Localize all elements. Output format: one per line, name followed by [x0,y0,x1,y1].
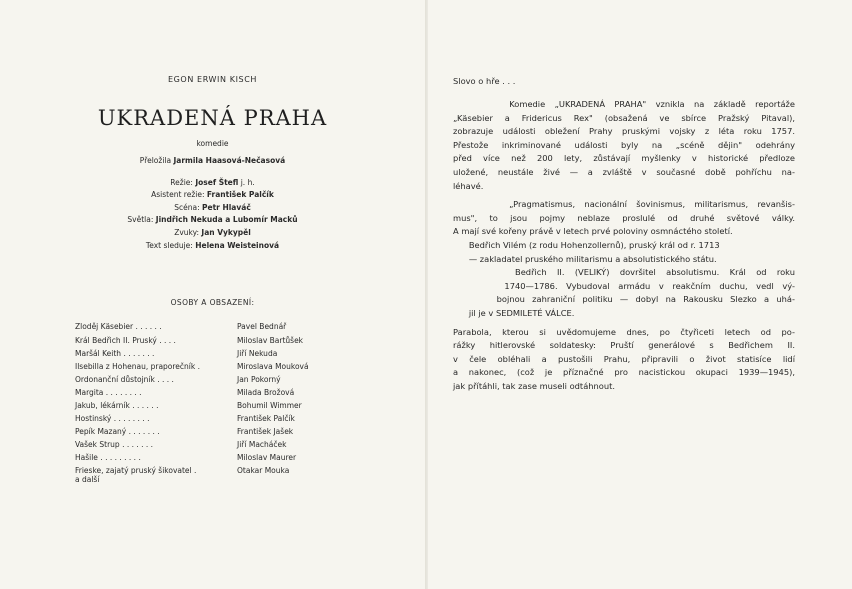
credit-name: Jan Vykypěl [201,228,251,237]
cast-actor: Otakar Mouka [237,466,290,475]
cast-row [75,336,304,345]
credit-label: Světla: [127,215,156,224]
cast-role: Ordonanční důstojník . . . . [75,375,174,384]
credit-label: Přeložila [139,156,174,165]
cast-role: Král Bedřich II. Pruský . . . . [75,336,176,345]
credit-label: Zvuky: [174,228,202,237]
cast-role: Margita . . . . . . . . [75,388,142,397]
cast-actor: Pavel Bednář [237,322,287,331]
cast-actor: Jiří Macháček [237,440,287,449]
cast-row [75,466,290,475]
cast-actor: Miloslav Bartůšek [237,336,304,345]
text-line: Parabola, kterou si uvědomujeme dnes, po čtyřiceti letech od po- [453,326,795,337]
credit-label: Scéna: [174,203,202,212]
play-genre: komedie [196,139,229,148]
credit-label: Text sleduje: [145,241,196,250]
cast-role: Hostinský . . . . . . . . [75,414,150,423]
credit-line [0,241,425,250]
cast-role: Jakub, lékárník . . . . . . [75,401,159,410]
cast-actor: Jiří Nekuda [237,349,278,358]
play-title: UKRADENÁ PRAHA [97,106,328,130]
cast-row [75,375,281,384]
cast-actor: Miroslava Mouková [237,362,309,371]
text-line: 1740—1786. Vybudoval armádu v reakčním duchu, vedl vý- [453,280,795,291]
text-line: mus", to jsou pojmy neblaze proslulé od druhé světové války. [453,212,795,223]
credit-name: Josef Štefl [195,178,239,187]
cast-row [75,322,287,331]
credit-line [0,178,425,187]
cast-role: Hašile . . . . . . . . . [75,453,141,462]
cast-actor: Bohumil Wimmer [237,401,302,410]
cast-row [75,349,278,358]
left-page [0,0,425,589]
text-line: Bedřich Vilém (z rodu Hohenzollernů), pruský král od r. 1713 [453,240,720,250]
credit-line [0,190,425,199]
cast-row [75,362,309,371]
cast-role: Pepík Mazaný . . . . . . . [75,427,160,436]
cast-role: a další [75,475,100,484]
text-line: v čele obléhali a pustošili Prahu, připravili o život statisíce lidí [453,353,795,364]
cast-row [75,453,297,462]
right-heading: Slovo o hře . . . [453,76,516,86]
cast-actor: Miloslav Maurer [237,453,297,462]
text-line: Komedie „UKRADENÁ PRAHA" vznikla na základě reportáže [453,99,795,109]
credit-line [0,203,425,212]
text-line: jil je v SEDMILETÉ VÁLCE. [453,308,575,318]
credit-suffix: j. h. [238,178,255,187]
credit-name: Petr Hlaváč [201,203,251,212]
credit-name: Helena Weisteinová [195,241,280,250]
text-line: a nakonec, (což je příznačné pro nacistickou okupaci 1939—1945), [453,367,795,378]
cast-actor: František Jašek [237,427,294,436]
text-line: jak přítáhli, tak zase museli odtáhnout. [453,381,616,391]
text-line: „Käsebier a Fridericus Rex" (obsažená ve sbírce Pražský Pitaval), [453,112,795,123]
credit-label: Režie: [170,178,196,187]
cast-actor: František Palčík [237,414,295,423]
credit-line [0,215,425,224]
text-line: — zakladatel pruského militarismu a absolutistického státu. [453,253,717,264]
cast-row [75,414,295,423]
credit-line [0,228,425,237]
credit-line [0,156,425,165]
credit-name: Jarmila Haasová-Nečasová [173,156,286,165]
cast-heading: OSOBY A OBSAZENÍ: [170,298,255,307]
text-line: „Pragmatismus, nacionální šovinismus, militarismus, revanšis- [453,199,795,210]
cast-row [75,427,294,436]
credit-label: Asistent režie: [151,190,207,199]
cast-role: Frieske, zajatý pruský šikovatel . [75,466,197,475]
cast-row [75,475,237,484]
text-line: rážky hitlerovské soldatesky: Pruští generálové s Bedřichem II. [453,340,795,351]
credit-name: Jindřich Nekuda a Lubomír Macků [155,215,298,224]
cast-role: Ilsebilla z Hohenau, praporečník . [75,362,200,371]
cast-row [75,388,295,397]
text-line: Přestože inkriminované události byly na „scéně dějin" odehrány [453,139,795,150]
cast-role: Maršál Keith . . . . . . . [75,349,155,358]
credit-name: František Palčík [206,190,274,199]
cast-row [75,401,302,410]
text-line: bojnou zahraniční politiku — dobyl na Rakousku Slezko a uhá- [453,294,795,305]
author-name: EGON ERWIN KISCH [167,75,258,84]
cast-role: Vašek Strup . . . . . . . [75,440,154,449]
text-line: Bedřich II. (VELIKÝ) dovršitel absolutismu. Král od roku [453,267,795,278]
text-line: před více než 200 lety, zůstávají myšlenky v historické předloze [453,153,795,164]
text-line: léhavé. [453,180,484,191]
text-line: A mají své kořeny právě v letech prvé poloviny osmnáctého století. [453,226,733,237]
text-line: uložené, neustále živé — a zvláště v současné době pohříchu na- [453,167,795,177]
cast-row [75,440,287,449]
cast-role: Zloděj Käsebier . . . . . . [75,322,162,331]
cast-actor: Milada Brožová [237,388,295,397]
text-line: zobrazuje události obležení Prahy pruskými vojsky z léta roku 1757. [453,126,795,137]
cast-actor: Jan Pokorný [237,375,281,384]
